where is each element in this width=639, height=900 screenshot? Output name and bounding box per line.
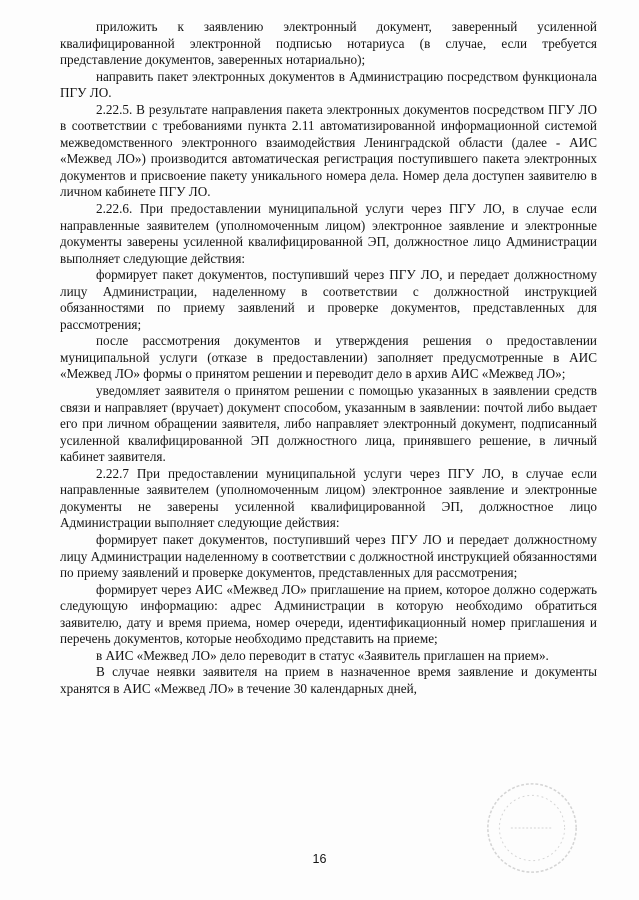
page-number: 16 xyxy=(312,852,327,866)
paragraph-2: направить пакет электронных документов в Администрацию посредством функционала ПГУ ЛО. xyxy=(60,68,597,101)
paragraph-12: В случае неявки заявителя на прием в назначенное время заявление и документы хранятся в АИС «Межвед ЛО» в течение 30 календарных дней, xyxy=(60,664,597,696)
paragraph-1: приложить к заявлению электронный документ, заверенный усиленной квалифицированной электронной подписью нотариуса (в случае, если требуется представление документов, заверенных нотариально); xyxy=(60,19,597,68)
paragraph-6: после рассмотрения документов и утверждения решения о предоставлении муниципальной услуги (отказе в предоставлении) заполняет предусмотренные в АИС «Межвед ЛО» формы о принятом решении и переводит дело в архив АИС «Межвед ЛО»; xyxy=(60,333,597,382)
document-body xyxy=(60,19,597,697)
paragraph-8: 2.22.7 При предоставлении муниципальной услуги через ПГУ ЛО, в случае если направленные заявителем (уполномоченным лицом) электронное заявление и электронные документы не заверены усиленной квалифицированной ЭП, должностное лицо Администрации выполняет следующие действия: xyxy=(60,465,597,531)
paragraph-3: 2.22.5. В результате направления пакета электронных документов посредством ПГУ ЛО в соответствии с требованиями пункта 2.11 автоматизированной информационной системой межведомственного электронного взаимодействия Ленинградской области (далее - АИС «Межвед ЛО») производится автоматическая регистрация поступившего пакета электронных документов и присвоение пакету уникального номера дела. Номер дела доступен заявителю в личном кабинете ПГУ ЛО. xyxy=(60,101,597,200)
paragraph-9: формирует пакет документов, поступивший через ПГУ ЛО и передает должностному лицу Администрации наделенному в соответствии с должностной инструкцией обязанностями по приему заявлений и проверке документов, представленных для рассмотрения; xyxy=(60,531,597,581)
paragraph-5: формирует пакет документов, поступивший через ПГУ ЛО, и передает должностному лицу Администрации, наделенному в соответствии с должностной инструкцией обязанностями по приему заявлений и проверке документов, представленных для рассмотрения; xyxy=(60,267,597,332)
paragraph-11: в АИС «Межвед ЛО» дело переводит в статус «Заявитель приглашен на прием». xyxy=(96,647,549,663)
paragraph-4: 2.22.6. При предоставлении муниципальной услуги через ПГУ ЛО, в случае если направленные заявителем (уполномоченным лицом) электронное заявление и электронные документы заверены усиленной квалифицированной ЭП, должностное лицо Администрации выполняет следующие действия: xyxy=(60,201,597,266)
paragraph-10: формирует через АИС «Межвед ЛО» приглашение на прием, которое должно содержать следующую информацию: адрес Администрации в которую необходимо обратиться заявителю, дату и время приема, номер очереди, идентификационный номер приглашения и перечень документов, которые необходимо представить на приеме; xyxy=(60,581,597,647)
paragraph-7: уведомляет заявителя о принятом решении с помощью указанных в заявлении средств связи и направляет (вручает) документ способом, указанным в заявлении: почтой либо выдает его при личном обращении заявителя, либо направляет электронный документ, подписанный усиленной квалифицированной ЭП должностного лица, принявшего решение, в личный кабинет заявителя. xyxy=(60,383,597,465)
